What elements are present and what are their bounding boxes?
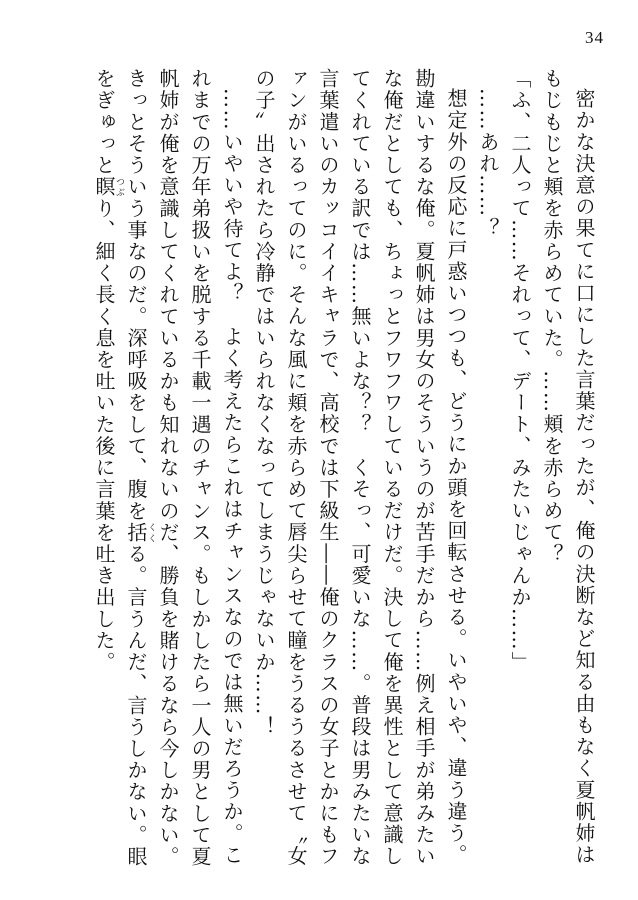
furigana: つぶ — [114, 176, 124, 198]
vertical-body-text — [40, 68, 600, 868]
ruby-annotation: 瞑つぶ — [92, 176, 124, 198]
dialogue-quote: 「ふ、二人って……それって、デート、みたいじゃんか……」 — [508, 68, 532, 673]
paragraph-3: ……あれ……？ — [476, 88, 500, 240]
furigana: くく — [146, 521, 156, 544]
page-number: 34 — [585, 28, 604, 47]
paragraph-4: 想定外の反応に戸惑いつつも、どうにか頭を回転させる。いやいや、違う違う。勘違いするな俺。夏帆姉は男女のそういうのが苦手だから……例え相手が弟みたいな俺だとしても、ちょっとフワフワしているだけだ。決して俺を異性として意識してくれている訳では……無いよな？？ くそっ、可愛いな……。普段は男みたいな言葉遣いのカッコイイキャラで、高校では下級生――俺のクラスの女子とかにもファンがいるってのに。そんな風に頬を赤らめて唇尖らせて瞳をうるうるさせて〝女の子〟出されたら冷静ではいられなくなってしまうじゃないか……！ — [252, 68, 468, 868]
paragraph-1: 密かな決意の果てに口にした言葉だったが、俺の決断など知る由もなく夏帆姉はもじもじと頬を赤らめていた。……頬を赤らめて？ — [540, 68, 596, 866]
paragraph-5-text: ……いやいや待てよ？ よく考えたらこれはチャンスなのでは無いだろうか。これまでの万年弟扱いを脱する千載一遇のチャンス。もしかしたら一人の男として夏帆姉が俺を意識してくれているかも知れないのだ、勝負を賭けるなら今しかない。きっとそういう事なのだ。深呼吸をして、腹を括くくる。言うんだ、言うしかない。眼をぎゅっと瞑つぶり、細く長く息を吐いた後に言葉を吐き出した。 — [92, 68, 244, 868]
paragraph-5 — [88, 68, 248, 868]
ruby-annotation: 括くく — [124, 521, 156, 544]
